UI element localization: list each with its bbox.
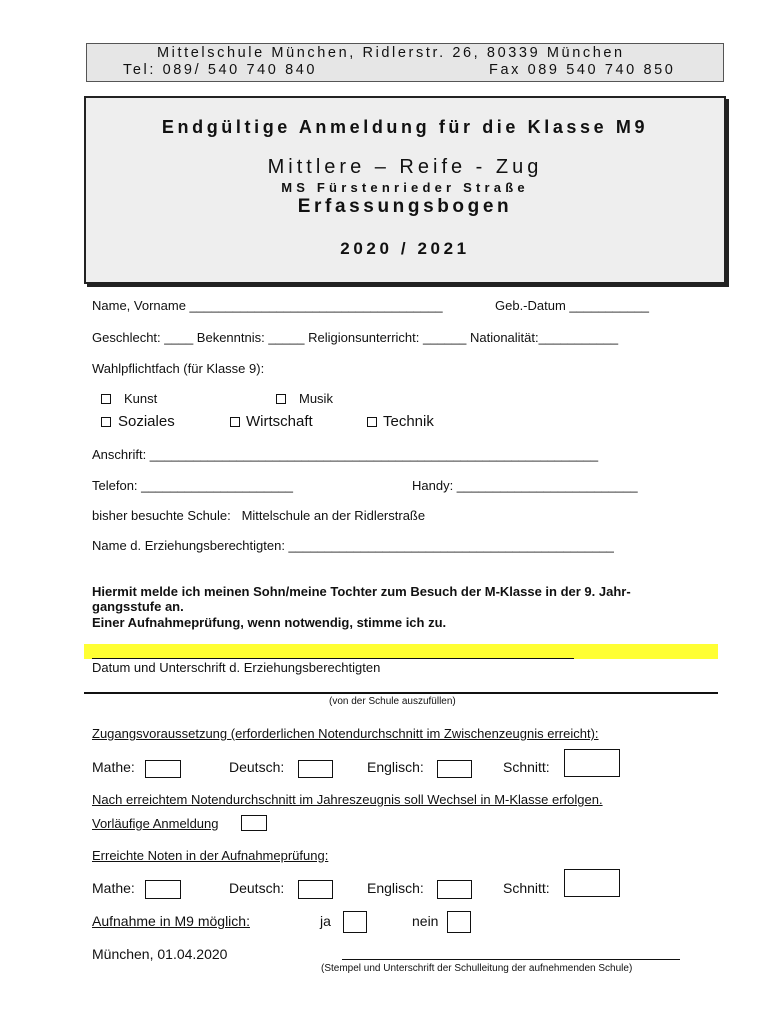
mathe-grade-box-1[interactable] xyxy=(145,760,181,778)
requirement-heading: Zugangsvoraussetzung (erforderlichen Notendurchschnitt im Zwischenzeugnis erreicht): xyxy=(92,726,599,741)
birthdate-field[interactable]: Geb.-Datum ___________ xyxy=(495,298,649,313)
place-date: München, 01.04.2020 xyxy=(92,946,228,962)
declaration-line-2: gangsstufe an. xyxy=(92,599,184,614)
admission-label: Aufnahme in M9 möglich: xyxy=(92,913,250,929)
exam-grades-heading: Erreichte Noten in der Aufnahmeprüfung: xyxy=(92,848,329,863)
wirtschaft-label: Wirtschaft xyxy=(246,413,313,430)
mobile-field[interactable]: Handy: _________________________ xyxy=(412,478,638,493)
kunst-label: Kunst xyxy=(124,391,158,406)
principal-signature-line[interactable] xyxy=(342,959,680,960)
name-field[interactable]: Name, Vorname ___________________________________ xyxy=(92,298,443,313)
form-subheading: Mittlere – Reife - Zug xyxy=(267,156,543,178)
address-field[interactable]: Anschrift: ______________________________________________________________ xyxy=(92,447,599,462)
musik-label: Musik xyxy=(299,391,333,406)
schnitt-label-2: Schnitt: xyxy=(503,880,550,896)
school-phone: Tel: 089/ 540 740 840 xyxy=(123,62,318,78)
technik-label: Technik xyxy=(383,413,434,430)
admission-yes-box[interactable] xyxy=(343,911,367,933)
schnitt-label-1: Schnitt: xyxy=(503,759,550,775)
yes-label: ja xyxy=(320,913,331,929)
provisional-label: Vorläufige Anmeldung xyxy=(92,816,219,831)
phone-field[interactable]: Telefon: _____________________ xyxy=(92,478,293,493)
deutsch-label-1: Deutsch: xyxy=(229,759,285,775)
guardian-field[interactable]: Name d. Erziehungsberechtigten: _____________________________________________ xyxy=(92,538,614,553)
school-year: 2020 / 2021 xyxy=(340,239,470,258)
form-heading: Endgültige Anmeldung für die Klasse M9 xyxy=(161,117,649,137)
school-name: MS Fürstenrieder Straße xyxy=(281,180,529,195)
provisional-checkbox[interactable] xyxy=(241,815,267,831)
school-section-divider xyxy=(84,692,718,694)
school-address: Mittelschule München, Ridlerstr. 26, 80339 München xyxy=(157,45,625,61)
englisch-label-2: Englisch: xyxy=(367,880,424,896)
mathe-label-2: Mathe: xyxy=(92,880,135,896)
musik-checkbox[interactable] xyxy=(276,394,286,404)
mathe-grade-box-2[interactable] xyxy=(145,880,181,899)
schnitt-box-1[interactable] xyxy=(564,749,620,777)
school-fax: Fax 089 540 740 850 xyxy=(489,62,676,78)
admission-no-box[interactable] xyxy=(447,911,471,933)
elective-label: Wahlpflichtfach (für Klasse 9): xyxy=(92,361,265,376)
kunst-checkbox[interactable] xyxy=(101,394,111,404)
stamp-label: (Stempel und Unterschrift der Schulleitung der aufnehmenden Schule) xyxy=(321,963,633,974)
mathe-label-1: Mathe: xyxy=(92,759,135,775)
signature-line[interactable] xyxy=(92,658,574,659)
year-report-note: Nach erreichtem Notendurchschnitt im Jahreszeugnis soll Wechsel in M-Klasse erfolgen. xyxy=(92,792,603,807)
previous-school: bisher besuchte Schule: Mittelschule an der Ridlerstraße xyxy=(92,508,426,523)
school-header xyxy=(86,43,724,82)
declaration-line-1: Hiermit melde ich meinen Sohn/meine Tochter zum Besuch der M-Klasse in der 9. Jahr- xyxy=(92,584,631,599)
title-box xyxy=(84,96,726,284)
form-name: Erfassungsbogen xyxy=(297,196,513,217)
schnitt-box-2[interactable] xyxy=(564,869,620,897)
deutsch-grade-box-2[interactable] xyxy=(298,880,333,899)
gender-religion-line[interactable]: Geschlecht: ____ Bekenntnis: _____ Religionsunterricht: ______ Nationalität:___________ xyxy=(92,330,619,345)
englisch-grade-box-1[interactable] xyxy=(437,760,472,778)
declaration-line-3: Einer Aufnahmeprüfung, wenn notwendig, stimme ich zu. xyxy=(92,615,447,630)
englisch-label-1: Englisch: xyxy=(367,759,424,775)
soziales-checkbox[interactable] xyxy=(101,417,111,427)
signature-label: Datum und Unterschrift d. Erziehungsberechtigten xyxy=(92,660,381,675)
school-fill-note: (von der Schule auszufüllen) xyxy=(329,696,456,707)
deutsch-grade-box-1[interactable] xyxy=(298,760,333,778)
deutsch-label-2: Deutsch: xyxy=(229,880,285,896)
signature-highlight xyxy=(84,644,718,659)
no-label: nein xyxy=(412,913,439,929)
technik-checkbox[interactable] xyxy=(367,417,377,427)
englisch-grade-box-2[interactable] xyxy=(437,880,472,899)
soziales-label: Soziales xyxy=(118,413,175,430)
wirtschaft-checkbox[interactable] xyxy=(230,417,240,427)
